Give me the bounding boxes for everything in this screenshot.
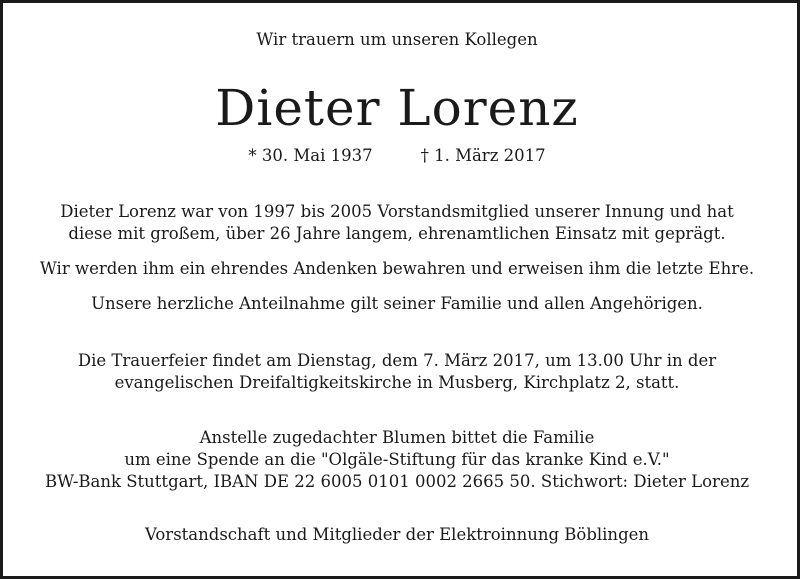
deceased-name: Dieter Lorenz [215, 79, 579, 137]
notice-signature: Vorstandschaft und Mitglieder der Elektroinnung Böblingen [144, 525, 650, 544]
notice-headline: Wir trauern um unseren Kollegen [256, 30, 538, 49]
tribute-line: diese mit großem, über 26 Jahre langem, ehrenamtlichen Einsatz mit geprägt. [68, 224, 726, 243]
condolence-text: Unsere herzliche Anteilnahme gilt seiner Familie und allen Angehörigen. [91, 294, 703, 313]
death-date: † 1. März 2017 [420, 146, 546, 165]
tribute-line: Dieter Lorenz war von 1997 bis 2005 Vorstandsmitglied unserer Innung und hat [60, 202, 734, 221]
donation-line: Anstelle zugedachter Blumen bittet die Familie [199, 428, 595, 447]
remembrance-text: Wir werden ihm ein ehrendes Andenken bewahren und erweisen ihm die letzte Ehre. [39, 259, 755, 278]
birth-date: * 30. Mai 1937 [248, 146, 373, 165]
life-dates [0, 145, 794, 167]
donation-line: um eine Spende an die "Olgäle-Stiftung für das kranke Kind e.V." [124, 450, 670, 469]
service-line: Die Trauerfeier findet am Dienstag, dem 7. März 2017, um 13.00 Uhr in der [77, 351, 717, 370]
donation-bank-line: BW-Bank Stuttgart, IBAN DE 22 6005 0101 0002 2665 50. Stichwort: Dieter Lorenz [44, 472, 750, 491]
service-line: evangelischen Dreifaltigkeitskirche in Musberg, Kirchplatz 2, statt. [114, 373, 680, 392]
